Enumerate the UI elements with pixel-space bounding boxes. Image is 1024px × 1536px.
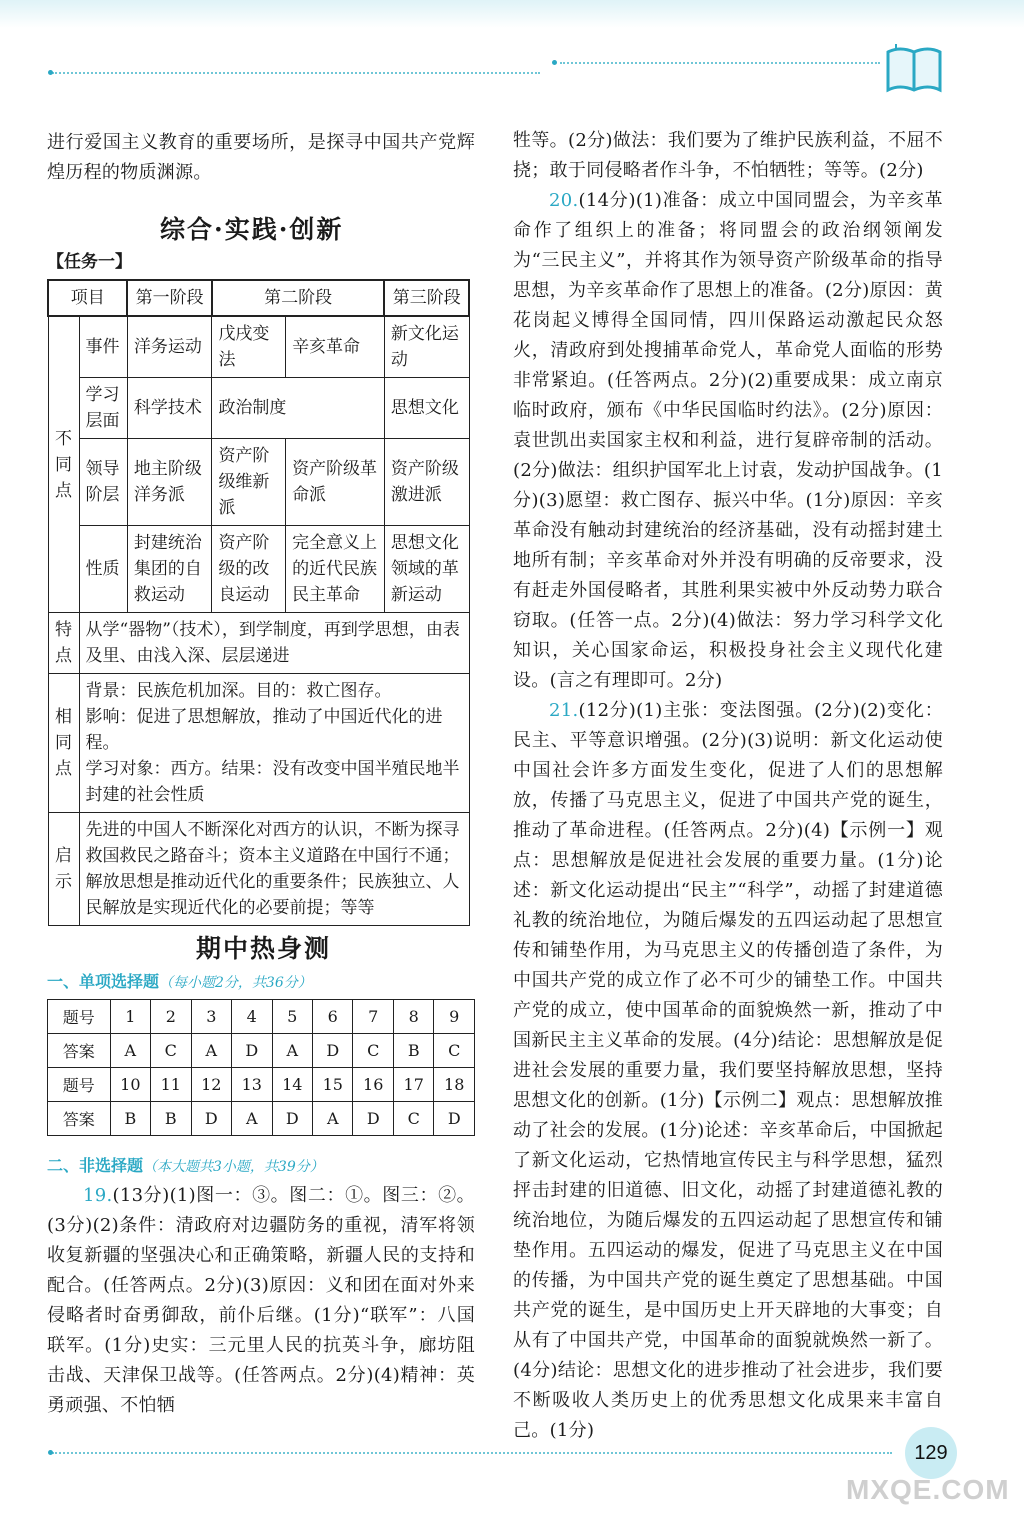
- table-cell: 政治制度: [212, 378, 384, 439]
- table-cell: 资产阶级的改良运动: [212, 526, 286, 613]
- table-cell: 5: [272, 1000, 312, 1034]
- row-label: 答案: [48, 1034, 111, 1068]
- insight-text: 先进的中国人不断深化对西方的认识，不断为探寻救国救民之路奋斗；资本主义道路在中国行不通；解放思想是推动近代化的重要条件；民族独立、人民解放是实现近代化的必要前提；等等: [79, 813, 469, 926]
- table-row: [48, 1068, 475, 1102]
- table-cell: B: [151, 1102, 191, 1136]
- header-cell: 项目: [48, 280, 127, 316]
- footer-dotline: [52, 1452, 892, 1454]
- task-table: [47, 279, 470, 926]
- table-cell: C: [151, 1034, 191, 1068]
- table-cell: 1: [110, 1000, 150, 1034]
- question-21: [513, 696, 943, 1446]
- table-row: [48, 378, 469, 439]
- table-cell: 思想文化: [384, 378, 469, 439]
- table-cell: 封建统治集团的自救运动: [127, 526, 212, 613]
- table-cell: 8: [393, 1000, 433, 1034]
- table-row: [48, 674, 469, 813]
- table-row: [48, 439, 469, 526]
- common-line: 影响：促进了思想解放，推动了中国近代化的进程。: [85, 707, 443, 753]
- row-label: 性质: [79, 526, 127, 613]
- watermark: MXQE.COM: [846, 1474, 1010, 1505]
- table-cell: 资产阶级维新派: [212, 439, 286, 526]
- table-cell: 9: [434, 1000, 475, 1034]
- table-cell: A: [232, 1102, 272, 1136]
- table-cell: 辛亥革命: [286, 316, 385, 378]
- table-cell: 14: [272, 1068, 312, 1102]
- nonmc-title: [47, 1153, 324, 1176]
- table-cell: D: [434, 1102, 475, 1136]
- question-19-cont: 牲等。(2分)做法：我们要为了维护民族利益，不屈不挠；敢于同侵略者作斗争，不怕牺牲；等等。(2分): [513, 130, 943, 181]
- table-cell: 10: [110, 1068, 150, 1102]
- question-number: 19.: [83, 1185, 113, 1206]
- question-text: (12分)(1)主张：变法图强。(2分)(2)变化：民主、平等意识增强。(2分)(3)说明：新文化运动使中国社会许多方面发生变化，促进了人们的思想解放，传播了马克思主义，促进了中国共产党的诞生，推动了革命进程。(任答两点。2分)(4)【示例一】观点：思想解放是促进社会发展的重要力量。(1分)论述：新文化运动提出“民主”“科学”，动摇了封建道德礼教的统治地位，为随后爆发的五四运动起了思想宣传和铺垫作用，为马克思主义的传播创造了条件，为中国共产党的成立作了必不可少的铺垫工作。中国共产党的成立，使中国革命的面貌焕然一新，推动了中国新民主主义革命的发展。(4分)结论：思想解放是促进社会发展的重要力量，我们要坚持解放思想，坚持思想文化的创新。(1分)【示例二】观点：思想解放推动了社会的发展。(1分)论述：辛亥革命后，中国掀起了新文化运动，它热情地宣传民主与科学思想，猛烈抨击封建的旧道德、旧文化，动摇了封建道德礼教的统治地位，为随后爆发的五四运动起了思想宣传和铺垫作用。五四运动的爆发，促进了马克思主义在中国的传播，为中国共产党的诞生奠定了思想基础。中国共产党的诞生，是中国历史上开天辟地的大事变；自从有了中国共产党，中国革命的面貌就焕然一新了。(4分)结论：思想文化的进步推动了社会进步，我们要不断吸收人类历史上的优秀思想文化成果来丰富自己。(1分): [513, 700, 943, 1441]
- row-label: 题号: [48, 1068, 111, 1102]
- common-label: 相同点: [48, 674, 79, 813]
- table-cell: C: [393, 1102, 433, 1136]
- open-book-icon: [884, 42, 944, 96]
- row-label: 答案: [48, 1102, 111, 1136]
- table-cell: A: [313, 1102, 353, 1136]
- row-label: 领导阶层: [79, 439, 127, 526]
- question-number: 21.: [549, 700, 579, 721]
- common-line: 背景：民族危机加深。目的：救亡图存。: [85, 681, 392, 701]
- nonmc-title-note: （本大题共3小题，共39分）: [143, 1159, 324, 1175]
- header-cell: 第二阶段: [212, 280, 384, 316]
- table-cell: 6: [313, 1000, 353, 1034]
- features-text: 从学“器物”（技术），到学制度，再到学思想，由表及里、由浅入深、层层递进: [79, 613, 469, 674]
- table-cell: 4: [232, 1000, 272, 1034]
- table-row: [48, 1102, 475, 1136]
- table-cell: D: [232, 1034, 272, 1068]
- table-cell: 11: [151, 1068, 191, 1102]
- insight-label: 启示: [48, 813, 79, 926]
- table-cell: 思想文化领域的革新运动: [384, 526, 469, 613]
- right-column: [513, 126, 943, 1446]
- table-cell: B: [110, 1102, 150, 1136]
- left-top-paragraph: 进行爱国主义教育的重要场所，是探寻中国共产党辉煌历程的物质渊源。: [47, 132, 475, 183]
- header-dotline-left: [52, 72, 540, 74]
- table-cell: C: [353, 1034, 393, 1068]
- footer-dot: [48, 1450, 53, 1455]
- header-dotline-right: [560, 62, 880, 64]
- header-cell: 第一阶段: [127, 280, 212, 316]
- table-cell: A: [110, 1034, 150, 1068]
- section-title-practice: 综合·实践·创新: [160, 215, 344, 244]
- answer-table: [47, 999, 475, 1136]
- table-row: [48, 613, 469, 674]
- question-19: [47, 1181, 475, 1421]
- table-cell: 资产阶级激进派: [384, 439, 469, 526]
- page-number: 129: [905, 1427, 957, 1479]
- table-row: [48, 1000, 475, 1034]
- question-text: (14分)(1)准备：成立中国同盟会，为辛亥革命作了组织上的准备；将同盟会的政治纲领阐发为“三民主义”，并将其作为领导资产阶级革命的指导思想，为辛亥革命作了思想上的准备。(2分)原因：黄花岗起义博得全国同情，四川保路运动激起民众怒火，清政府到处搜捕革命党人，革命党人面临的形势非常紧迫。(任答两点。2分)(2)重要成果：成立南京临时政府，颁布《中华民国临时约法》。(2分)原因：袁世凯出卖国家主权和利益，进行复辟帝制的活动。(2分)做法：组织护国军北上讨袁，发动护国战争。(1分)(3)愿望：救亡图存、振兴中华。(1分)原因：辛亥革命没有触动封建统治的经济基础，没有动摇封建土地所有制；辛亥革命对外并没有明确的反帝要求，没有赶走外国侵略者，其胜利果实被中外反动势力联合窃取。(任答一点。2分)(4)做法：努力学习科学文化知识，关心国家命运，积极投身社会主义现代化建设。(言之有理即可。2分): [513, 190, 943, 691]
- table-cell: A: [191, 1034, 231, 1068]
- table-cell: 12: [191, 1068, 231, 1102]
- diff-label: 不同点: [48, 316, 79, 613]
- row-label: 事件: [79, 316, 127, 378]
- table-cell: 地主阶级洋务派: [127, 439, 212, 526]
- question-number: 20.: [549, 190, 579, 211]
- table-cell: D: [353, 1102, 393, 1136]
- table-cell: 7: [353, 1000, 393, 1034]
- table-cell: 洋务运动: [127, 316, 212, 378]
- common-line: 学习对象：西方。结果：没有改变中国半殖民地半封建的社会性质: [85, 759, 460, 805]
- table-row: [48, 526, 469, 613]
- table-cell: 18: [434, 1068, 475, 1102]
- question-text: (13分)(1)图一：③。图二：①。图三：②。(3分)(2)条件：清政府对边疆防务的重视，清军将领收复新疆的坚强决心和正确策略，新疆人民的支持和配合。(任答两点。2分)(3)原因：义和团在面对外来侵略者时奋勇御敌，前仆后继。(1分)“联军”：八国联军。(1分)史实：三元里人民的抗英斗争，廊坊阻击战、天津保卫战等。(任答两点。2分)(4)精神：英勇顽强、不怕牺: [47, 1185, 475, 1416]
- task-label: 【任务一】: [47, 252, 132, 272]
- mc-title-note: （每小题2分，共36分）: [159, 975, 312, 991]
- table-row: [48, 813, 469, 926]
- table-cell: 新文化运动: [384, 316, 469, 378]
- mc-title-text: 一、单项选择题: [47, 972, 160, 991]
- top-band: [0, 0, 1024, 28]
- common-text: [79, 674, 469, 813]
- table-cell: 17: [393, 1068, 433, 1102]
- table-cell: 资产阶级革命派: [286, 439, 385, 526]
- table-row: [48, 316, 469, 378]
- table-cell: 科学技术: [127, 378, 212, 439]
- table-cell: A: [272, 1034, 312, 1068]
- table-cell: 13: [232, 1068, 272, 1102]
- table-cell: 2: [151, 1000, 191, 1034]
- table-row: [48, 1034, 475, 1068]
- mc-title: [47, 969, 312, 992]
- table-cell: B: [393, 1034, 433, 1068]
- header-dot: [48, 70, 53, 75]
- features-label: 特点: [48, 613, 79, 674]
- table-cell: 15: [313, 1068, 353, 1102]
- table-cell: 完全意义上的近代民族民主革命: [286, 526, 385, 613]
- table-cell: 16: [353, 1068, 393, 1102]
- section-title-midterm: 期中热身测: [196, 934, 332, 963]
- row-label: 学习层面: [79, 378, 127, 439]
- table-cell: 戊戌变法: [212, 316, 286, 378]
- table-cell: D: [191, 1102, 231, 1136]
- table-header-row: [48, 280, 469, 316]
- row-label: 题号: [48, 1000, 111, 1034]
- header-dot: [552, 60, 557, 65]
- table-cell: D: [313, 1034, 353, 1068]
- header-cell: 第三阶段: [384, 280, 469, 316]
- table-cell: 3: [191, 1000, 231, 1034]
- question-20: [513, 186, 943, 696]
- table-cell: D: [272, 1102, 312, 1136]
- nonmc-title-text: 二、非选择题: [47, 1156, 144, 1175]
- table-cell: C: [434, 1034, 475, 1068]
